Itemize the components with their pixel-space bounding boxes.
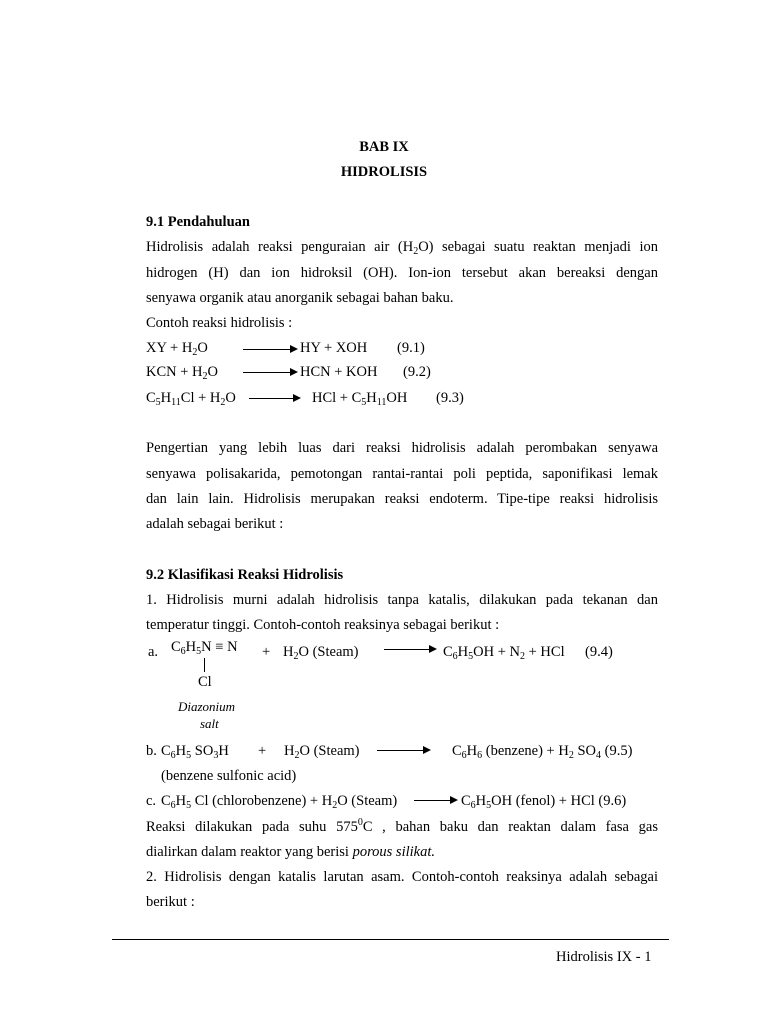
paragraph-line: Hidrolisis adalah reaksi penguraian air $(H_2O)$ sebagai suatu reaktan menjadi ion <box>146 239 658 257</box>
paragraph-line: hidrogen (H) dan ion hidroksil (OH). Ion-ion tersebut akan bereaksi dengan <box>146 265 658 281</box>
plus-sign: + <box>262 644 271 660</box>
reaction-arrow <box>243 349 296 350</box>
bond-line <box>204 658 205 672</box>
equation-number: (9.1) <box>397 340 425 356</box>
section-title-9-2: 9.2 Klasifikasi Reaksi Hidrolisis <box>146 567 344 583</box>
chapter-title: HIDROLISIS <box>340 164 428 180</box>
chloride-substituent: Cl <box>198 674 212 690</box>
page-footer: Hidrolisis IX - 1 <box>556 949 652 965</box>
reaction-b-reactant: $C_6H_5$ $SO_3H$ <box>161 743 229 761</box>
equation-number: (9.2) <box>403 364 431 380</box>
equation-number: (9.4) <box>585 644 613 660</box>
reaction-c-products: $C_6H_5OH$ (fenol) + HCl (9.6) <box>461 793 627 811</box>
diazonium-caption: salt <box>200 716 219 731</box>
footer-rule <box>112 939 669 940</box>
reaction-b-note: (benzene sulfonic acid) <box>161 768 297 784</box>
reaction-arrow <box>377 750 429 751</box>
reaction-9-2-products: HCN + KOH <box>300 364 378 380</box>
reaction-9-3-reactants: $C_5H_{11}Cl + H_2O$ <box>146 390 236 408</box>
paragraph-line: senyawa polisakarida, pemotongan rantai-rantai poli peptida, saponifikasi lemak <box>146 466 658 482</box>
reaction-a-products: $C_6H_5OH + N_2$ + HCl <box>443 644 565 662</box>
paragraph-line: temperatur tinggi. Contoh-contoh reaksinya sebagai berikut : <box>146 617 500 633</box>
paragraph-line: dialirkan dalam reaktor yang berisi porous silikat. <box>146 844 436 860</box>
paragraph-line: berikut : <box>146 894 195 910</box>
plus-sign: + <box>258 743 267 759</box>
paragraph-line: 2. Hidrolisis dengan katalis larutan asam. Contoh-contoh reaksinya adalah sebagai <box>146 869 658 885</box>
reaction-arrow <box>414 800 456 801</box>
reaction-a-label: a. <box>148 644 159 660</box>
reaction-b-products: $C_6H_6$ (benzene) + $H_2$ $SO_4$ (9.5) <box>452 743 633 761</box>
reaction-c-reactants: $C_6H_5$ Cl (chlorobenzene) + $H_2O$ (Steam) <box>161 793 398 811</box>
paragraph-line: senyawa organik atau anorganik sebagai bahan baku. <box>146 290 454 306</box>
equation-number: (9.3) <box>436 390 464 406</box>
reaction-arrow <box>249 398 299 399</box>
paragraph-line: Pengertian yang lebih luas dari reaksi hidrolisis adalah perombakan senyawa <box>146 440 658 456</box>
reaction-arrow <box>243 372 296 373</box>
reaction-9-3-products: HCl + $C_5H_{11}OH$ <box>312 390 408 408</box>
examples-intro: Contoh reaksi hidrolisis : <box>146 315 293 331</box>
reaction-b-label: b. <box>146 743 157 759</box>
reaction-b-water: $H_2O$ (Steam) <box>284 743 360 761</box>
chapter-label: BAB IX <box>359 139 409 155</box>
reaction-arrow <box>384 649 435 650</box>
reaction-9-2-reactants: KCN + $H_2O$ <box>146 364 218 382</box>
paragraph-line: 1. Hidrolisis murni adalah hidrolisis tanpa katalis, dilakukan pada tekanan dan <box>146 592 658 608</box>
diazonium-formula: $C_6H_5N \equiv N$ <box>171 639 238 657</box>
paragraph-line: dan lain lain. Hidrolisis merupakan reaksi endoterm. Tipe-tipe reaksi hidrolisis <box>146 491 658 507</box>
paragraph-line: adalah sebagai berikut : <box>146 516 284 532</box>
reaction-c-label: c. <box>146 793 157 809</box>
reaction-9-1-reactants: XY + $H_2O$ <box>146 340 208 358</box>
triple-bond-symbol: ≡ <box>215 639 224 655</box>
diazonium-caption: Diazonium <box>178 699 236 714</box>
section-title-9-1: 9.1 Pendahuluan <box>146 214 250 230</box>
paragraph-line: Reaksi dilakukan pada suhu $575^0C$ , bahan baku dan reaktan dalam fasa gas <box>146 817 658 835</box>
reaction-9-1-products: HY + XOH <box>300 340 368 356</box>
reaction-a-water: $H_2O$ (Steam) <box>283 644 359 662</box>
